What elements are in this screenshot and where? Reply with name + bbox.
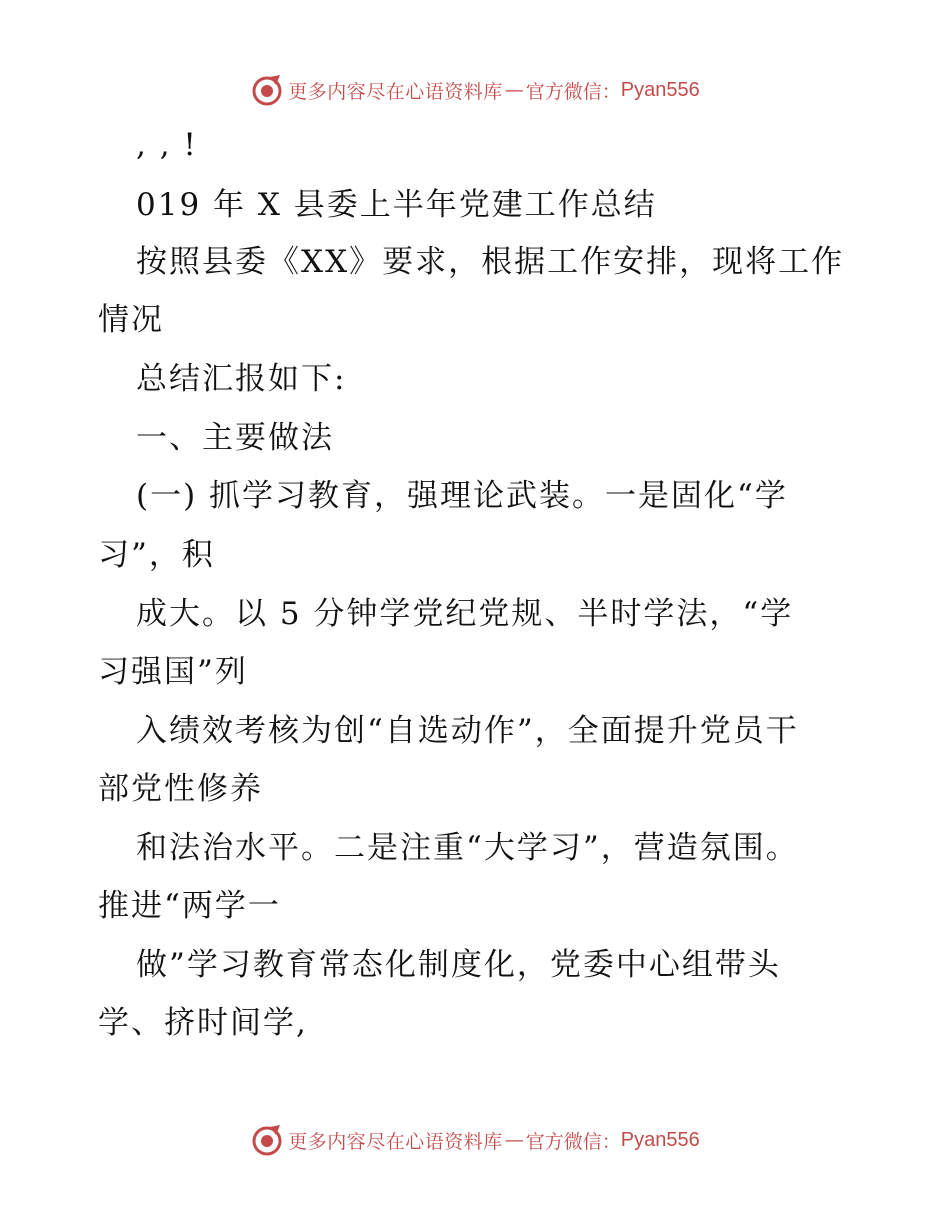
banner-title: 更多内容尽在心语资料库 bbox=[288, 1130, 503, 1153]
body-line: 做”学习教育常态化制度化，党委中心组带头 bbox=[136, 947, 781, 983]
banner-wechat-label: 官方微信： bbox=[525, 1130, 621, 1153]
body-line: 总结汇报如下: bbox=[136, 361, 347, 397]
body-line: (一) 抓学习教育，强理论武装。一是固化“学 bbox=[136, 478, 788, 514]
section-heading: 一、主要做法 bbox=[136, 420, 334, 456]
body-line: 学、挤时间学, bbox=[98, 1005, 308, 1041]
logo-icon bbox=[250, 1123, 284, 1157]
banner-separator: — bbox=[504, 1129, 524, 1151]
body-line: 部党性修养 bbox=[98, 771, 263, 807]
banner-title: 更多内容尽在心语资料库 bbox=[288, 80, 503, 103]
body-line: 入绩效考核为创“自选动作”，全面提升党员干 bbox=[136, 713, 799, 749]
document-title: 019 年 X 县委上半年党建工作总结 bbox=[136, 187, 657, 223]
body-line: , , ! bbox=[136, 127, 198, 163]
banner-separator: — bbox=[504, 79, 524, 101]
header-watermark-banner bbox=[0, 70, 950, 110]
body-line: 和法治水平。二是注重“大学习”，营造氛围。 bbox=[136, 830, 799, 866]
banner-wechat-id: Pyan556 bbox=[620, 1128, 700, 1151]
body-line: 习”，积 bbox=[98, 537, 215, 573]
body-line: 情况 bbox=[98, 302, 164, 338]
banner-wechat-id: Pyan556 bbox=[620, 78, 700, 101]
body-line: 成大。以 5 分钟学党纪党规、半时学法，“学 bbox=[136, 596, 794, 632]
body-line: 推进“两学一 bbox=[98, 888, 281, 924]
banner-wechat-label: 官方微信： bbox=[525, 80, 621, 103]
body-line: 习强国”列 bbox=[98, 654, 248, 690]
footer-watermark-banner bbox=[0, 1120, 950, 1160]
body-line: 按照县委《XX》要求，根据工作安排，现将工作 bbox=[136, 244, 845, 280]
logo-icon bbox=[250, 73, 284, 107]
